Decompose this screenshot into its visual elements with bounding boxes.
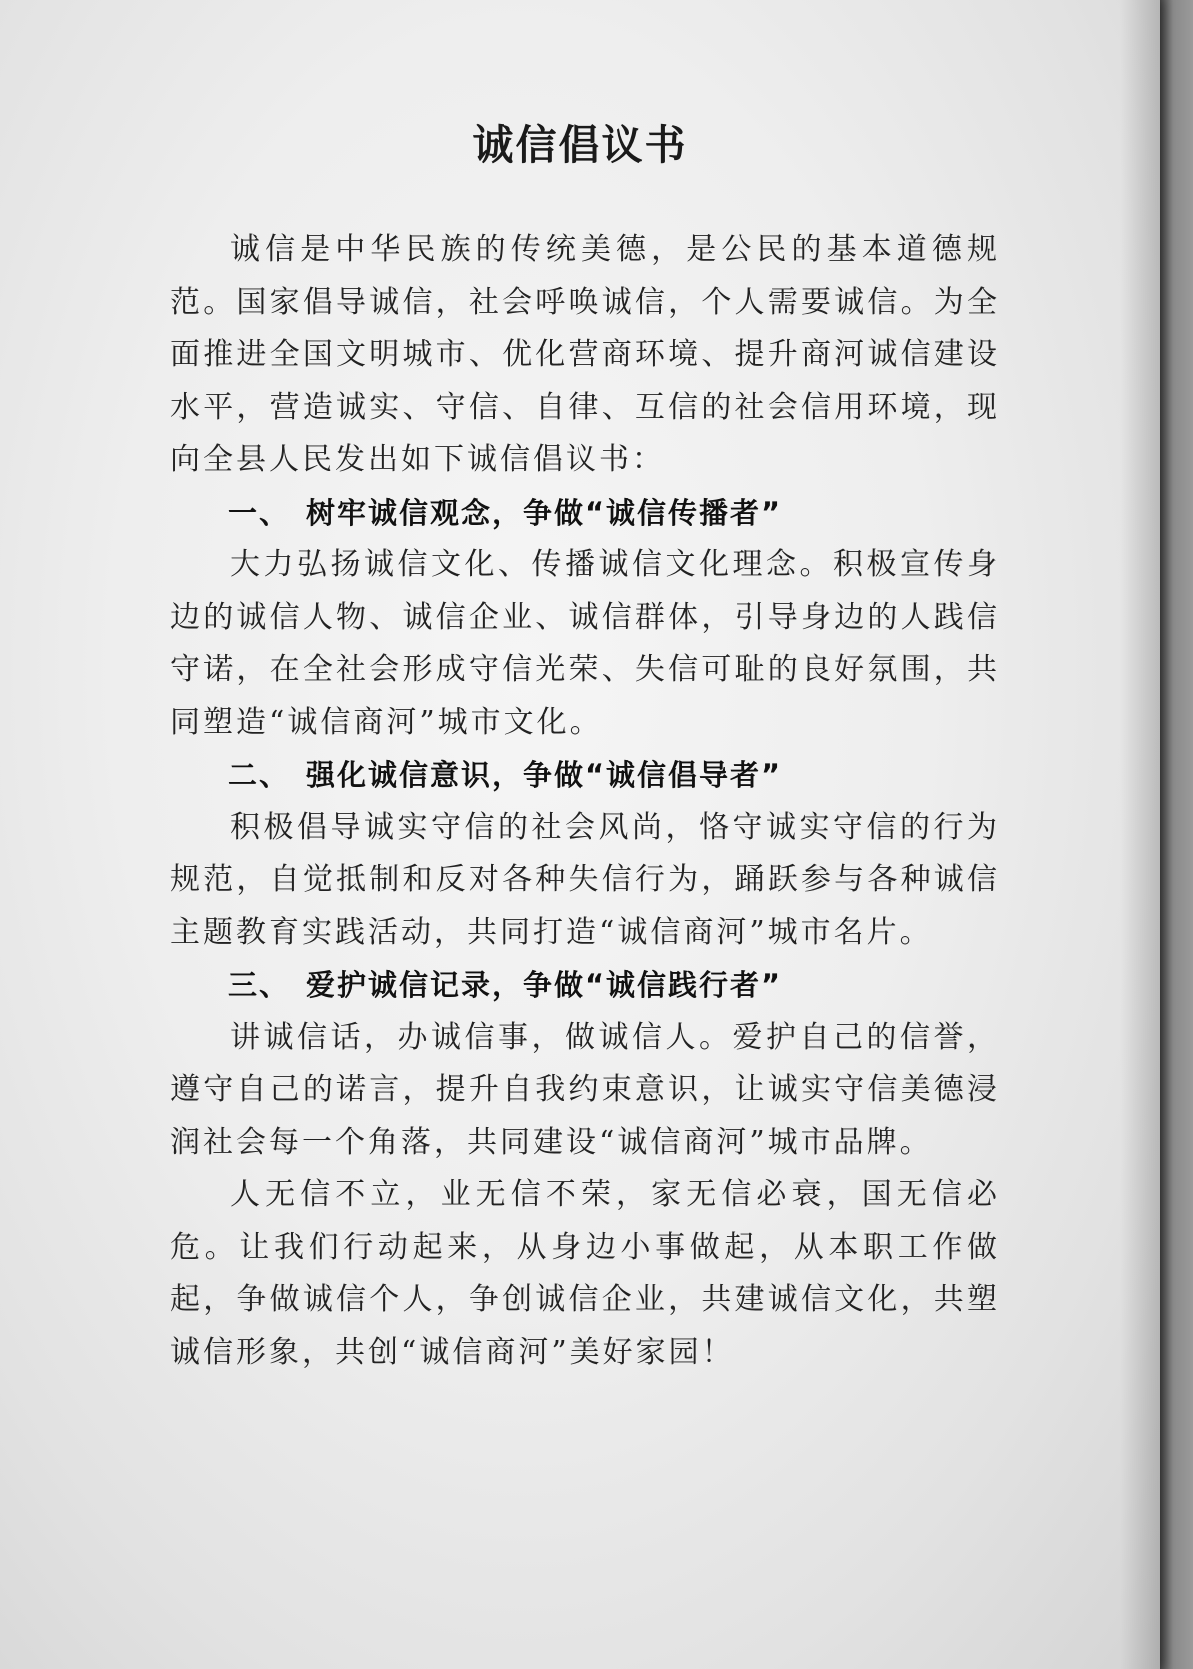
section-paragraph-3: 讲诚信话，办诚信事，做诚信人。爱护自己的信誉，遵守自己的诺言，提升自我约束意识，让诚实守信美德浸润社会每一个角落，共同建设“诚信商河”城市品牌。 — [170, 1019, 1000, 1160]
section-paragraph-2: 积极倡导诚实守信的社会风尚，恪守诚实守信的行为规范，自觉抵制和反对各种失信行为，踊跃参与各种诚信主题教育实践活动，共同打造“诚信商河”城市名片。 — [170, 809, 1000, 950]
section-heading-text: 树牢诚信观念，争做“诚信传播者” — [306, 495, 783, 530]
section-heading-3 — [170, 959, 1000, 1012]
section-paragraph-1: 大力弘扬诚信文化、传播诚信文化理念。积极宣传身边的诚信人物、诚信企业、诚信群体，引导身边的人践信守诺，在全社会形成守信光荣、失信可耻的良好氛围，共同塑造“诚信商河”城市文化。 — [170, 547, 1000, 740]
section-number: 二、 — [228, 758, 291, 792]
document-title: 诚信倡议书 — [472, 121, 688, 169]
section-number: 一、 — [228, 495, 291, 530]
section-heading-2 — [170, 749, 1000, 802]
background-surface — [1160, 0, 1193, 1669]
section-heading-1 — [170, 487, 1000, 540]
section-heading-text: 强化诚信意识，争做“诚信倡导者” — [306, 758, 783, 792]
section-heading-text: 爱护诚信记录，争做“诚信践行者” — [306, 968, 783, 1002]
section-number: 三、 — [228, 968, 291, 1002]
document-body — [170, 224, 1000, 1379]
intro-paragraph: 诚信是中华民族的传统美德，是公民的基本道德规范。国家倡导诚信，社会呼唤诚信，个人需要诚信。为全面推进全国文明城市、优化营商环境、提升商河诚信建设水平，营造诚实、守信、自律、互信的社会信用环境，现向全县人民发出如下诚信倡议书： — [170, 232, 1000, 477]
closing-paragraph: 人无信不立，业无信不荣，家无信必衰，国无信必危。让我们行动起来，从身边小事做起，从本职工作做起，争做诚信个人，争创诚信企业，共建诚信文化，共塑诚信形象，共创“诚信商河”美好家园！ — [170, 1177, 1000, 1370]
